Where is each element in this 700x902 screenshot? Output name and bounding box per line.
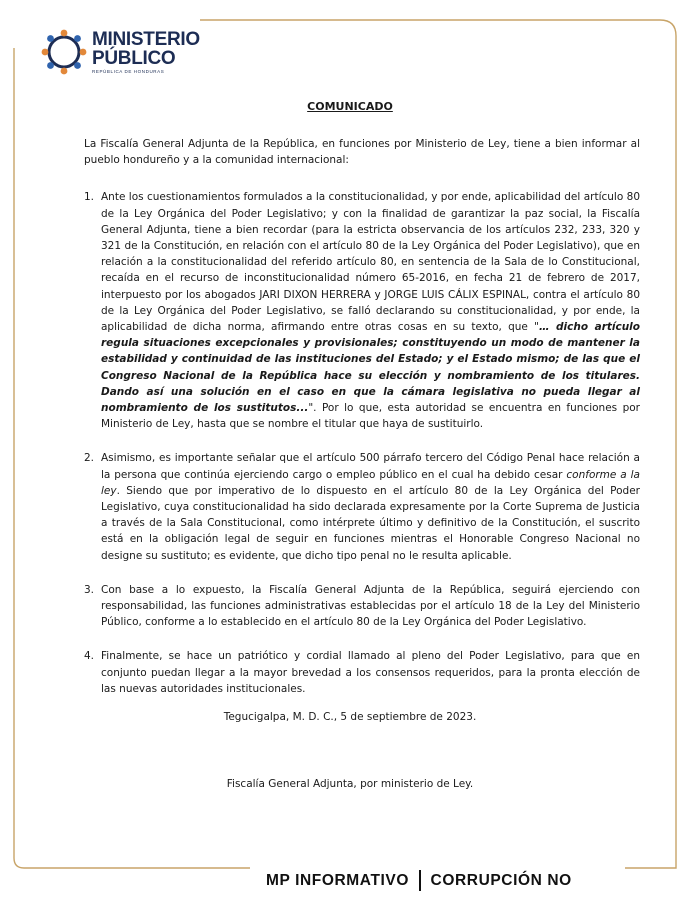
item-2-text-b: . Siendo que por imperativo de lo dispuesto en el artículo 80 de la Ley Orgánica del Poder Legislativo, cuya constitucionalidad ha sido declarada expresamente por la Corte Suprema de Justicia a través de la Sala Constitucional, como intérprete último y definitivo de la Constitución, el suscrito está en la obligación legal de seguir en funciones mientras el Honorable Congreso Nacional no designe su sustituto; es evidente, que dicho tipo penal no le resulta aplicable. bbox=[101, 484, 640, 562]
item-4-text: Finalmente, se hace un patriótico y cordial llamado al pleno del Poder Legislativo, para que en conjunto puedan llegar a la mayor brevedad a los consensos requeridos, para la pronta elección de las nuevas autoridades institucionales. bbox=[101, 650, 640, 695]
item-2-text-a: Asimismo, es importante señalar que el artículo 500 párrafo tercero del Código Penal hace relación a la persona que continúa ejerciendo cargo o empleo público en el cual ha debido cesar bbox=[101, 452, 640, 481]
item-1-text-a: Ante los cuestionamientos formulados a la constitucionalidad, y por ende, aplicabilidad del artículo 80 de la Ley Orgánica del Poder Legislativo; y con la finalidad de garantizar la paz social, la Fiscalía General Adjunta, tiene a bien recordar (para la estricta observancia de los artículos 232, 233, 320 y 321 de la Constitución, en relación con el artículo 80 de la Ley Orgánica del Poder Legislativo), que en relación a la constitucionalidad del referido artículo 80, en sentencia de la Sala de lo Constitucional, recaída en el recurso de inconstitucionalidad número 65-2016, en fecha 21 de febrero de 2017, interpuesto por los abogados JARI DIXON HERRERA y JORGE LUIS CÁLIX ESPINAL, contra el artículo 80 de la Ley Orgánica del Poder Legislativo, se falló declarando su constitucionalidad, y por ende, la aplicabilidad de dicha norma, afirmando entre otras cosas en su texto, que " bbox=[101, 191, 640, 334]
signature-line: Fiscalía General Adjunta, por ministerio de Ley. bbox=[226, 778, 474, 790]
place-date: Tegucigalpa, M. D. C., 5 de septiembre de 2023. bbox=[223, 711, 477, 723]
list-item-1 bbox=[84, 189, 640, 432]
item-3-text: Con base a lo expuesto, la Fiscalía General Adjunta de la República, seguirá ejerciendo con responsabilidad, las funciones administrativas establecidas por el artículo 18 de la Ley del Ministerio Público, conforme a lo establecido en el artículo 80 de la Ley Orgánica del Poder Legislativo. bbox=[101, 583, 640, 629]
logo-subtitle: REPÚBLICA DE HONDURAS bbox=[92, 68, 165, 74]
document-body bbox=[84, 136, 640, 715]
logo-text-publico: PÚBLICO bbox=[92, 47, 176, 69]
logo-text-ministerio: MINISTERIO bbox=[92, 28, 200, 50]
list-number: 4. bbox=[84, 650, 95, 663]
numbered-list bbox=[84, 189, 640, 697]
list-item-2 bbox=[84, 450, 640, 563]
document-title: COMUNICADO bbox=[307, 100, 393, 113]
item-2-italic: conforme a la ley bbox=[101, 468, 640, 497]
list-number: 3. bbox=[84, 583, 95, 596]
header-logo bbox=[40, 22, 200, 82]
footer-divider bbox=[419, 870, 421, 891]
list-number: 2. bbox=[84, 452, 95, 465]
footer-left-label: MP INFORMATIVO bbox=[266, 871, 410, 889]
ministerio-publico-logo-icon bbox=[40, 28, 88, 76]
footer-right-label: CORRUPCIÓN NO bbox=[430, 871, 572, 889]
list-item-4 bbox=[84, 648, 640, 697]
item-1-text-b: ". Por lo que, esta autoridad se encuentra en funciones por Ministerio de Ley, hasta que se nombre el titular que haya de sustituirlo. bbox=[101, 402, 641, 431]
list-item-3 bbox=[84, 582, 640, 631]
item-1-quote: … dicho artículo regula situaciones excepcionales y provisionales; constituyendo un modo de mantener la estabilidad y continuidad de las instituciones del Estado; y el Estado mismo; de las que el Congreso Nacional de la República hace su elección y nombramiento de los titulares. Dando así una solución en el caso en que la cámara legislativa no pueda llegar al nombramiento de los sustitutos... bbox=[101, 321, 640, 415]
list-number: 1. bbox=[84, 191, 95, 204]
footer-banner bbox=[266, 870, 572, 891]
intro-paragraph: La Fiscalía General Adjunta de la República, en funciones por Ministerio de Ley, tiene a bien informar al pueblo hondureño y a la comunidad internacional: bbox=[84, 138, 640, 167]
